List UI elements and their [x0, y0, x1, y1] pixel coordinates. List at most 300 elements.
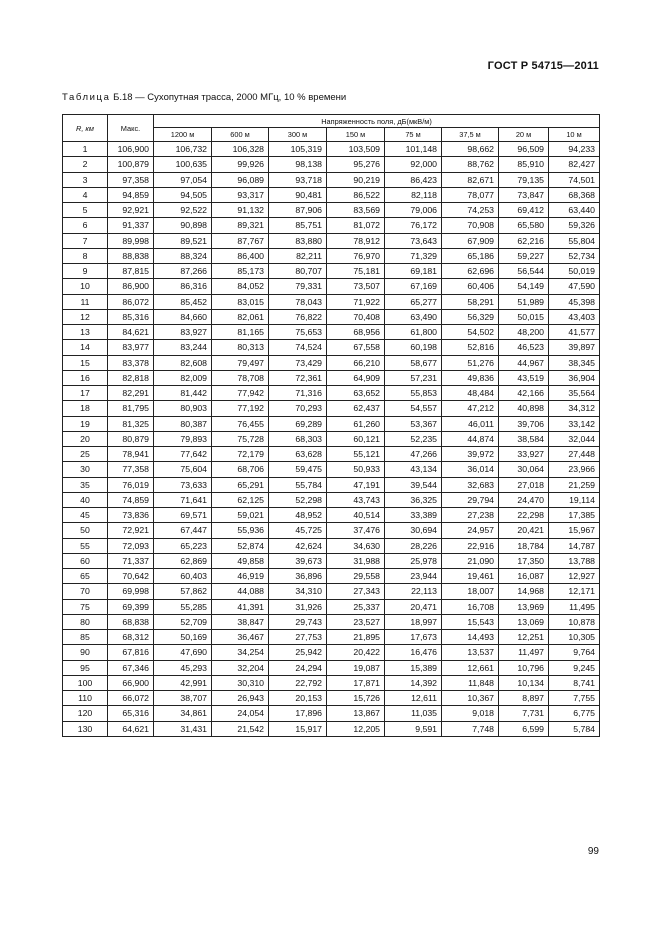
- field-strength-cell: 36,896: [269, 569, 327, 584]
- field-strength-cell: 50,169: [154, 630, 212, 645]
- field-strength-cell: 56,329: [442, 309, 499, 324]
- field-strength-cell: 99,926: [212, 157, 269, 172]
- field-strength-cell: 88,762: [442, 157, 499, 172]
- field-strength-cell: 17,350: [499, 553, 549, 568]
- max-value-cell: 81,325: [108, 416, 154, 431]
- field-strength-cell: 65,186: [442, 248, 499, 263]
- field-strength-cell: 52,298: [269, 492, 327, 507]
- field-strength-cell: 86,423: [385, 172, 442, 187]
- field-strength-cell: 44,874: [442, 431, 499, 446]
- distance-cell: 3: [63, 172, 108, 187]
- max-value-cell: 72,921: [108, 523, 154, 538]
- distance-cell: 9: [63, 264, 108, 279]
- max-value-cell: 94,859: [108, 187, 154, 202]
- field-strength-cell: 71,329: [385, 248, 442, 263]
- field-strength-cell: 71,922: [327, 294, 385, 309]
- field-strength-cell: 30,064: [499, 462, 549, 477]
- field-strength-cell: 14,968: [499, 584, 549, 599]
- field-strength-cell: 21,090: [442, 553, 499, 568]
- field-strength-cell: 22,298: [499, 508, 549, 523]
- distance-cell: 17: [63, 386, 108, 401]
- field-strength-cell: 89,521: [154, 233, 212, 248]
- field-strength-cell: 74,501: [549, 172, 600, 187]
- field-strength-cell: 36,467: [212, 630, 269, 645]
- max-value-cell: 67,346: [108, 660, 154, 675]
- field-strength-cell: 68,706: [212, 462, 269, 477]
- field-strength-cell: 35,564: [549, 386, 600, 401]
- field-strength-cell: 17,871: [327, 675, 385, 690]
- table-caption: [62, 92, 346, 103]
- field-strength-cell: 30,694: [385, 523, 442, 538]
- field-strength-cell: 69,412: [499, 203, 549, 218]
- distance-cell: 7: [63, 233, 108, 248]
- distance-cell: 12: [63, 309, 108, 324]
- field-strength-cell: 52,816: [442, 340, 499, 355]
- field-strength-cell: 73,633: [154, 477, 212, 492]
- field-strength-cell: 43,519: [499, 370, 549, 385]
- field-strength-cell: 106,732: [154, 142, 212, 157]
- field-strength-cell: 78,043: [269, 294, 327, 309]
- distance-cell: 110: [63, 691, 108, 706]
- field-strength-cell: 61,260: [327, 416, 385, 431]
- height-header: 150 м: [327, 128, 385, 142]
- table-row: [63, 431, 600, 446]
- table-row: [63, 309, 600, 324]
- table-row: [63, 187, 600, 202]
- max-value-cell: 86,072: [108, 294, 154, 309]
- table-row: [63, 325, 600, 340]
- field-strength-cell: 34,254: [212, 645, 269, 660]
- field-strength-cell: 25,978: [385, 553, 442, 568]
- field-strength-cell: 36,014: [442, 462, 499, 477]
- field-strength-cell: 69,289: [269, 416, 327, 431]
- distance-cell: 90: [63, 645, 108, 660]
- distance-cell: 65: [63, 569, 108, 584]
- max-value-cell: 68,838: [108, 614, 154, 629]
- max-value-cell: 65,316: [108, 706, 154, 721]
- field-strength-cell: 60,403: [154, 569, 212, 584]
- field-strength-cell: 20,422: [327, 645, 385, 660]
- max-value-cell: 66,072: [108, 691, 154, 706]
- field-strength-cell: 19,114: [549, 492, 600, 507]
- field-strength-cell: 12,661: [442, 660, 499, 675]
- field-strength-cell: 62,216: [499, 233, 549, 248]
- field-strength-cell: 6,599: [499, 721, 549, 736]
- field-strength-cell: 81,072: [327, 218, 385, 233]
- field-strength-cell: 18,997: [385, 614, 442, 629]
- field-strength-cell: 90,898: [154, 218, 212, 233]
- table-row: [63, 340, 600, 355]
- field-strength-cell: 19,087: [327, 660, 385, 675]
- field-strength-cell: 82,061: [212, 309, 269, 324]
- field-strength-cell: 76,822: [269, 309, 327, 324]
- field-strength-cell: 25,942: [269, 645, 327, 660]
- table-row: [63, 508, 600, 523]
- distance-cell: 40: [63, 492, 108, 507]
- field-strength-cell: 44,967: [499, 355, 549, 370]
- field-strength-cell: 62,869: [154, 553, 212, 568]
- field-strength-cell: 13,969: [499, 599, 549, 614]
- field-strength-cell: 68,368: [549, 187, 600, 202]
- distance-cell: 25: [63, 447, 108, 462]
- distance-cell: 10: [63, 279, 108, 294]
- height-header: 75 м: [385, 128, 442, 142]
- field-strength-cell: 54,149: [499, 279, 549, 294]
- field-strength-cell: 22,916: [442, 538, 499, 553]
- field-strength-cell: 66,210: [327, 355, 385, 370]
- field-strength-cell: 47,590: [549, 279, 600, 294]
- table-row: [63, 477, 600, 492]
- field-strength-cell: 18,784: [499, 538, 549, 553]
- field-strength-cell: 84,052: [212, 279, 269, 294]
- field-strength-cell: 82,211: [269, 248, 327, 263]
- field-strength-cell: 80,903: [154, 401, 212, 416]
- height-header: 37,5 м: [442, 128, 499, 142]
- table-row: [63, 218, 600, 233]
- field-strength-cell: 47,690: [154, 645, 212, 660]
- table-row: [63, 172, 600, 187]
- field-strength-cell: 12,927: [549, 569, 600, 584]
- field-strength-cell: 10,367: [442, 691, 499, 706]
- field-strength-cell: 41,577: [549, 325, 600, 340]
- field-strength-cell: 13,788: [549, 553, 600, 568]
- field-strength-cell: 38,847: [212, 614, 269, 629]
- field-strength-cell: 14,493: [442, 630, 499, 645]
- field-strength-cell: 21,259: [549, 477, 600, 492]
- field-strength-cell: 86,316: [154, 279, 212, 294]
- field-strength-cell: 85,751: [269, 218, 327, 233]
- max-value-cell: 77,358: [108, 462, 154, 477]
- max-value-cell: 100,879: [108, 157, 154, 172]
- field-strength-cell: 78,077: [442, 187, 499, 202]
- distance-cell: 130: [63, 721, 108, 736]
- field-strength-cell: 17,385: [549, 508, 600, 523]
- field-strength-cell: 87,906: [269, 203, 327, 218]
- field-strength-cell: 75,181: [327, 264, 385, 279]
- field-strength-cell: 97,054: [154, 172, 212, 187]
- field-strength-cell: 16,708: [442, 599, 499, 614]
- field-strength-cell: 32,044: [549, 431, 600, 446]
- field-strength-cell: 11,497: [499, 645, 549, 660]
- table-row: [63, 248, 600, 263]
- height-header: 1200 м: [154, 128, 212, 142]
- field-strength-cell: 87,266: [154, 264, 212, 279]
- field-strength-cell: 57,231: [385, 370, 442, 385]
- distance-cell: 60: [63, 553, 108, 568]
- field-strength-cell: 76,970: [327, 248, 385, 263]
- distance-cell: 14: [63, 340, 108, 355]
- distance-cell: 18: [63, 401, 108, 416]
- distance-cell: 45: [63, 508, 108, 523]
- field-strength-cell: 9,591: [385, 721, 442, 736]
- field-strength-cell: 16,476: [385, 645, 442, 660]
- field-strength-cell: 105,319: [269, 142, 327, 157]
- field-strength-cell: 11,035: [385, 706, 442, 721]
- field-strength-cell: 73,643: [385, 233, 442, 248]
- field-strength-cell: 31,988: [327, 553, 385, 568]
- field-strength-cell: 83,244: [154, 340, 212, 355]
- field-strength-cell: 59,475: [269, 462, 327, 477]
- field-strength-cell: 79,893: [154, 431, 212, 446]
- field-strength-cell: 96,509: [499, 142, 549, 157]
- field-strength-cell: 47,191: [327, 477, 385, 492]
- field-strength-cell: 25,337: [327, 599, 385, 614]
- field-strength-cell: 52,874: [212, 538, 269, 553]
- field-strength-cell: 92,522: [154, 203, 212, 218]
- max-value-cell: 69,399: [108, 599, 154, 614]
- field-strength-cell: 55,784: [269, 477, 327, 492]
- field-strength-cell: 24,054: [212, 706, 269, 721]
- field-strength-cell: 59,326: [549, 218, 600, 233]
- field-strength-cell: 27,018: [499, 477, 549, 492]
- distance-cell: 120: [63, 706, 108, 721]
- table-row: [63, 279, 600, 294]
- field-strength-cell: 95,276: [327, 157, 385, 172]
- field-strength-cell: 31,926: [269, 599, 327, 614]
- field-strength-cell: 14,787: [549, 538, 600, 553]
- field-strength-cell: 5,784: [549, 721, 600, 736]
- field-strength-cell: 43,134: [385, 462, 442, 477]
- field-strength-cell: 12,205: [327, 721, 385, 736]
- field-strength-cell: 27,753: [269, 630, 327, 645]
- distance-cell: 13: [63, 325, 108, 340]
- field-strength-cell: 67,558: [327, 340, 385, 355]
- max-value-cell: 83,977: [108, 340, 154, 355]
- table-row: [63, 691, 600, 706]
- max-value-cell: 87,815: [108, 264, 154, 279]
- field-strength-cell: 65,277: [385, 294, 442, 309]
- field-strength-cell: 76,172: [385, 218, 442, 233]
- field-strength-cell: 32,204: [212, 660, 269, 675]
- distance-cell: 2: [63, 157, 108, 172]
- field-strength-cell: 76,455: [212, 416, 269, 431]
- field-strength-cell: 60,198: [385, 340, 442, 355]
- field-strength-cell: 84,660: [154, 309, 212, 324]
- field-strength-cell: 21,895: [327, 630, 385, 645]
- field-strength-cell: 73,847: [499, 187, 549, 202]
- field-strength-cell: 65,580: [499, 218, 549, 233]
- field-strength-cell: 27,448: [549, 447, 600, 462]
- distance-cell: 15: [63, 355, 108, 370]
- max-value-cell: 67,816: [108, 645, 154, 660]
- distance-cell: 5: [63, 203, 108, 218]
- field-strength-cell: 90,219: [327, 172, 385, 187]
- field-strength-cell: 51,276: [442, 355, 499, 370]
- distance-cell: 50: [63, 523, 108, 538]
- field-strength-cell: 68,303: [269, 431, 327, 446]
- field-strength-cell: 34,861: [154, 706, 212, 721]
- field-strength-cell: 63,628: [269, 447, 327, 462]
- field-strength-cell: 40,514: [327, 508, 385, 523]
- field-strength-cell: 46,919: [212, 569, 269, 584]
- field-strength-cell: 13,537: [442, 645, 499, 660]
- table-row: [63, 294, 600, 309]
- field-strength-cell: 79,331: [269, 279, 327, 294]
- table-row: [63, 447, 600, 462]
- table-row: [63, 386, 600, 401]
- table-row: [63, 492, 600, 507]
- field-strength-cell: 50,933: [327, 462, 385, 477]
- field-strength-cell: 13,867: [327, 706, 385, 721]
- caption-text: Б.18 — Сухопутная трасса, 2000 МГц, 10 % времени: [110, 92, 347, 103]
- max-value-cell: 70,642: [108, 569, 154, 584]
- field-strength-cell: 44,088: [212, 584, 269, 599]
- table-row: [63, 416, 600, 431]
- field-strength-cell: 73,429: [269, 355, 327, 370]
- max-value-cell: 80,879: [108, 431, 154, 446]
- field-strength-cell: 67,909: [442, 233, 499, 248]
- field-strength-cell: 34,630: [327, 538, 385, 553]
- field-strength-cell: 80,313: [212, 340, 269, 355]
- field-strength-cell: 10,305: [549, 630, 600, 645]
- field-strength-cell: 53,367: [385, 416, 442, 431]
- field-strength-cell: 9,764: [549, 645, 600, 660]
- field-strength-cell: 63,652: [327, 386, 385, 401]
- field-strength-cell: 38,707: [154, 691, 212, 706]
- field-strength-cell: 33,142: [549, 416, 600, 431]
- field-strength-cell: 106,328: [212, 142, 269, 157]
- field-strength-cell: 52,734: [549, 248, 600, 263]
- field-strength-cell: 39,706: [499, 416, 549, 431]
- field-strength-cell: 62,437: [327, 401, 385, 416]
- field-strength-cell: 82,608: [154, 355, 212, 370]
- distance-cell: 30: [63, 462, 108, 477]
- field-strength-cell: 94,233: [549, 142, 600, 157]
- field-strength-cell: 27,343: [327, 584, 385, 599]
- field-strength-cell: 79,135: [499, 172, 549, 187]
- field-strength-cell: 12,251: [499, 630, 549, 645]
- field-strength-cell: 50,019: [549, 264, 600, 279]
- field-strength-cell: 45,293: [154, 660, 212, 675]
- field-strength-cell: 39,673: [269, 553, 327, 568]
- field-strength-cell: 49,836: [442, 370, 499, 385]
- field-strength-cell: 34,312: [549, 401, 600, 416]
- field-strength-cell: 48,484: [442, 386, 499, 401]
- max-value-cell: 72,093: [108, 538, 154, 553]
- distance-cell: 4: [63, 187, 108, 202]
- field-strength-cell: 82,427: [549, 157, 600, 172]
- field-strength-cell: 56,544: [499, 264, 549, 279]
- field-strength-cell: 15,917: [269, 721, 327, 736]
- distance-cell: 6: [63, 218, 108, 233]
- field-strength-cell: 29,558: [327, 569, 385, 584]
- field-strength-cell: 15,543: [442, 614, 499, 629]
- max-value-cell: 91,337: [108, 218, 154, 233]
- field-strength-cell: 46,523: [499, 340, 549, 355]
- field-strength-cell: 17,896: [269, 706, 327, 721]
- field-strength-cell: 34,310: [269, 584, 327, 599]
- field-strength-cell: 15,726: [327, 691, 385, 706]
- field-strength-cell: 48,952: [269, 508, 327, 523]
- max-value-cell: 82,291: [108, 386, 154, 401]
- max-value-cell: 86,900: [108, 279, 154, 294]
- distance-cell: 20: [63, 431, 108, 446]
- field-strength-cell: 22,792: [269, 675, 327, 690]
- field-strength-group-header: Напряженность поля, дБ(мкВ/м): [154, 115, 600, 128]
- field-strength-cell: 70,293: [269, 401, 327, 416]
- height-header: 20 м: [499, 128, 549, 142]
- field-strength-cell: 81,165: [212, 325, 269, 340]
- field-strength-cell: 79,497: [212, 355, 269, 370]
- field-strength-cell: 10,878: [549, 614, 600, 629]
- field-strength-cell: 94,505: [154, 187, 212, 202]
- table-row: [63, 462, 600, 477]
- field-strength-cell: 103,509: [327, 142, 385, 157]
- field-strength-cell: 60,406: [442, 279, 499, 294]
- field-strength-cell: 75,728: [212, 431, 269, 446]
- field-strength-cell: 51,989: [499, 294, 549, 309]
- table-row: [63, 370, 600, 385]
- field-strength-cell: 64,909: [327, 370, 385, 385]
- table-row: [63, 233, 600, 248]
- max-value-cell: 89,998: [108, 233, 154, 248]
- field-strength-cell: 8,897: [499, 691, 549, 706]
- max-value-cell: 82,818: [108, 370, 154, 385]
- max-value-cell: 64,621: [108, 721, 154, 736]
- max-value-cell: 73,836: [108, 508, 154, 523]
- max-value-cell: 84,621: [108, 325, 154, 340]
- field-strength-cell: 24,470: [499, 492, 549, 507]
- table-row: [63, 569, 600, 584]
- field-strength-cell: 96,089: [212, 172, 269, 187]
- field-strength-cell: 39,972: [442, 447, 499, 462]
- distance-header: R, км: [63, 115, 108, 142]
- max-header: Макс.: [108, 115, 154, 142]
- field-strength-cell: 19,461: [442, 569, 499, 584]
- field-strength-cell: 75,604: [154, 462, 212, 477]
- height-header: 10 м: [549, 128, 600, 142]
- field-strength-cell: 70,908: [442, 218, 499, 233]
- field-strength-cell: 55,936: [212, 523, 269, 538]
- field-strength-cell: 72,361: [269, 370, 327, 385]
- table-row: [63, 203, 600, 218]
- field-strength-cell: 9,018: [442, 706, 499, 721]
- distance-cell: 1: [63, 142, 108, 157]
- table-row: [63, 660, 600, 675]
- field-strength-cell: 55,285: [154, 599, 212, 614]
- field-strength-cell: 22,113: [385, 584, 442, 599]
- field-strength-cell: 29,743: [269, 614, 327, 629]
- field-strength-cell: 13,069: [499, 614, 549, 629]
- field-strength-cell: 10,134: [499, 675, 549, 690]
- field-strength-cell: 46,011: [442, 416, 499, 431]
- field-strength-cell: 49,858: [212, 553, 269, 568]
- field-strength-cell: 60,121: [327, 431, 385, 446]
- field-strength-cell: 75,653: [269, 325, 327, 340]
- field-strength-cell: 59,021: [212, 508, 269, 523]
- field-strength-cell: 59,227: [499, 248, 549, 263]
- field-strength-cell: 11,495: [549, 599, 600, 614]
- max-value-cell: 78,941: [108, 447, 154, 462]
- field-strength-cell: 7,731: [499, 706, 549, 721]
- field-strength-cell: 54,557: [385, 401, 442, 416]
- field-strength-cell: 86,522: [327, 187, 385, 202]
- field-strength-cell: 52,709: [154, 614, 212, 629]
- distance-cell: 70: [63, 584, 108, 599]
- field-strength-cell: 54,502: [442, 325, 499, 340]
- field-strength-cell: 72,179: [212, 447, 269, 462]
- field-strength-cell: 42,624: [269, 538, 327, 553]
- field-strength-cell: 31,431: [154, 721, 212, 736]
- field-strength-cell: 61,800: [385, 325, 442, 340]
- field-strength-cell: 85,452: [154, 294, 212, 309]
- field-strength-cell: 67,169: [385, 279, 442, 294]
- field-strength-cell: 7,755: [549, 691, 600, 706]
- table-row: [63, 355, 600, 370]
- field-strength-cell: 62,696: [442, 264, 499, 279]
- field-strength-cell: 80,707: [269, 264, 327, 279]
- max-value-cell: 71,337: [108, 553, 154, 568]
